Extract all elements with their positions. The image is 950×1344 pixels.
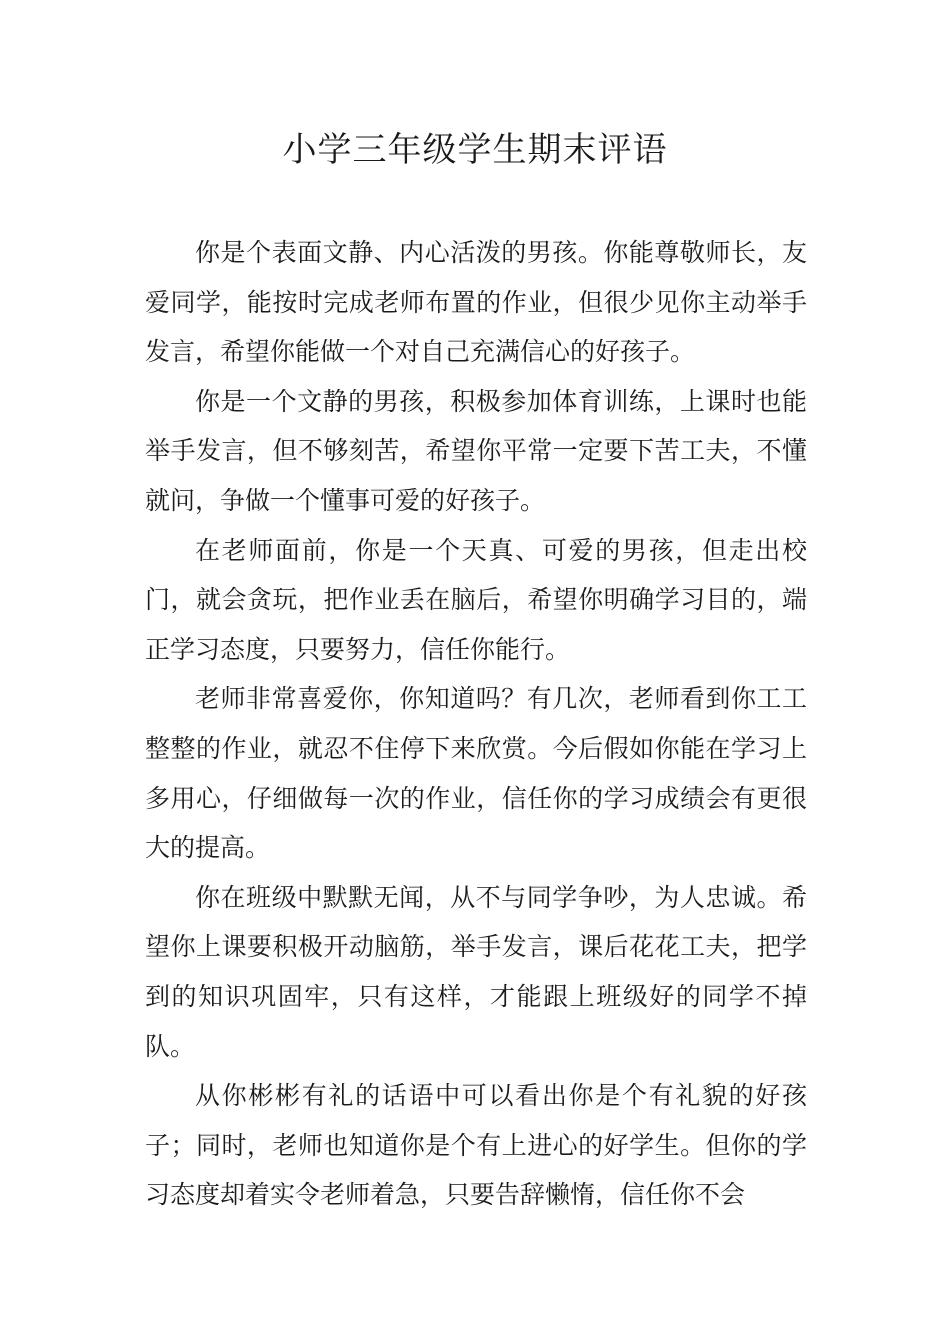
comment-paragraph-4: 老师非常喜爱你，你知道吗？有几次，老师看到你工工整整的作业，就忍不住停下来欣赏。今后假如你能在学习上多用心，仔细做每一次的作业，信任你的学习成绩会有更很大的提高。 [145,684,807,863]
comment-paragraph-1: 你是个表面文静、内心活泼的男孩。你能尊敬师长，友爱同学，能按时完成老师布置的作业，但很少见你主动举手发言，希望你能做一个对自己充满信心的好孩子。 [145,238,807,367]
document-body [145,228,807,1220]
comment-paragraph-3: 在老师面前，你是一个天真、可爱的男孩，但走出校门，就会贪玩，把作业丢在脑后，希望你明确学习目的，端正学习态度，只要努力，信任你能行。 [145,535,807,664]
comment-paragraph-5: 你在班级中默默无闻，从不与同学争吵，为人忠诚。希望你上课要积极开动脑筋，举手发言，课后花花工夫，把学到的知识巩固牢，只有这样，才能跟上班级好的同学不掉队。 [145,882,807,1061]
comment-paragraph-6: 从你彬彬有礼的话语中可以看出你是个有礼貌的好孩子；同时，老师也知道你是个有上进心的好学生。但你的学习态度却着实令老师着急，只要告辞懒惰，信任你不会 [145,1081,807,1210]
comment-paragraph-2: 你是一个文静的男孩，积极参加体育训练，上课时也能举手发言，但不够刻苦，希望你平常一定要下苦工夫，不懂就问，争做一个懂事可爱的好孩子。 [145,386,807,515]
document-title: 小学三年级学生期末评语 [282,130,668,170]
